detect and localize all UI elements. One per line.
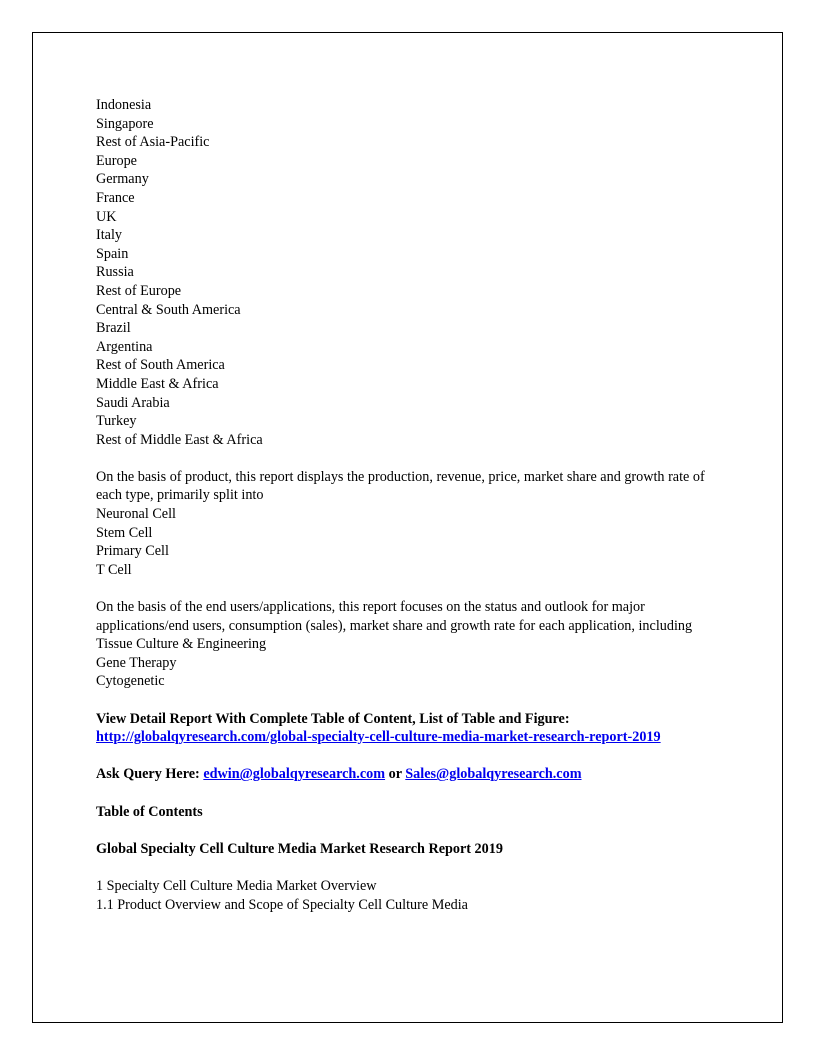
regions-list xyxy=(96,96,718,449)
ask-query-label: Ask Query Here: xyxy=(96,766,200,783)
report-link[interactable]: http://globalqyresearch.com/global-specialty-cell-culture-media-market-research-report-2019 xyxy=(96,729,661,746)
view-detail-block xyxy=(96,710,718,747)
toc-heading: Table of Contents xyxy=(96,803,203,820)
list-item: Rest of Europe xyxy=(96,282,182,299)
product-intro: On the basis of product, this report displays the production, revenue, price, market share and growth rate of each type, primarily split into xyxy=(96,468,705,504)
list-item: Italy xyxy=(96,227,122,244)
list-item: Gene Therapy xyxy=(96,654,177,671)
list-item: Turkey xyxy=(96,413,137,430)
application-intro: On the basis of the end users/applications, this report focuses on the status and outlook for major applications/end users, consumption (sales), market share and growth rate for each application, including xyxy=(96,599,693,634)
list-item: Spain xyxy=(96,245,129,262)
email-link-edwin[interactable]: edwin@globalqyresearch.com xyxy=(203,766,386,783)
list-item: Stem Cell xyxy=(96,524,153,541)
list-item: Germany xyxy=(96,171,149,188)
email-link-sales[interactable]: Sales@globalqyresearch.com xyxy=(405,766,582,783)
list-item: Cytogenetic xyxy=(96,673,165,690)
list-item: France xyxy=(96,189,135,206)
view-detail-label: View Detail Report With Complete Table of Content, List of Table and Figure: xyxy=(96,710,570,727)
list-item: Singapore xyxy=(96,115,154,132)
list-item: UK xyxy=(96,208,117,225)
spacer xyxy=(96,858,718,877)
list-item: T Cell xyxy=(96,561,132,578)
list-item: Middle East & Africa xyxy=(96,375,219,392)
product-section xyxy=(96,468,718,580)
spacer xyxy=(96,821,718,840)
spacer xyxy=(96,784,718,803)
toc-entry: 1.1 Product Overview and Scope of Specialty Cell Culture Media xyxy=(96,896,468,913)
document-body xyxy=(96,96,718,914)
application-section xyxy=(96,598,718,691)
list-item: Indonesia xyxy=(96,97,152,113)
spacer xyxy=(96,747,718,766)
list-item: Primary Cell xyxy=(96,543,169,560)
or-separator: or xyxy=(388,766,402,783)
toc-entry: 1 Specialty Cell Culture Media Market Overview xyxy=(96,877,377,894)
list-item: Tissue Culture & Engineering xyxy=(96,636,267,653)
spacer xyxy=(96,449,718,468)
list-item: Neuronal Cell xyxy=(96,506,176,523)
toc-entries xyxy=(96,877,718,914)
list-item: Rest of Asia-Pacific xyxy=(96,134,210,151)
list-item: Europe xyxy=(96,152,137,169)
list-item: Saudi Arabia xyxy=(96,394,170,411)
spacer xyxy=(96,691,718,710)
list-item: Central & South America xyxy=(96,301,241,318)
list-item: Rest of Middle East & Africa xyxy=(96,431,263,448)
list-item: Russia xyxy=(96,264,134,281)
ask-query-block xyxy=(96,765,718,784)
report-title: Global Specialty Cell Culture Media Market Research Report 2019 xyxy=(96,840,503,857)
list-item: Brazil xyxy=(96,320,131,337)
list-item: Argentina xyxy=(96,338,153,355)
list-item: Rest of South America xyxy=(96,357,225,374)
spacer xyxy=(96,579,718,598)
